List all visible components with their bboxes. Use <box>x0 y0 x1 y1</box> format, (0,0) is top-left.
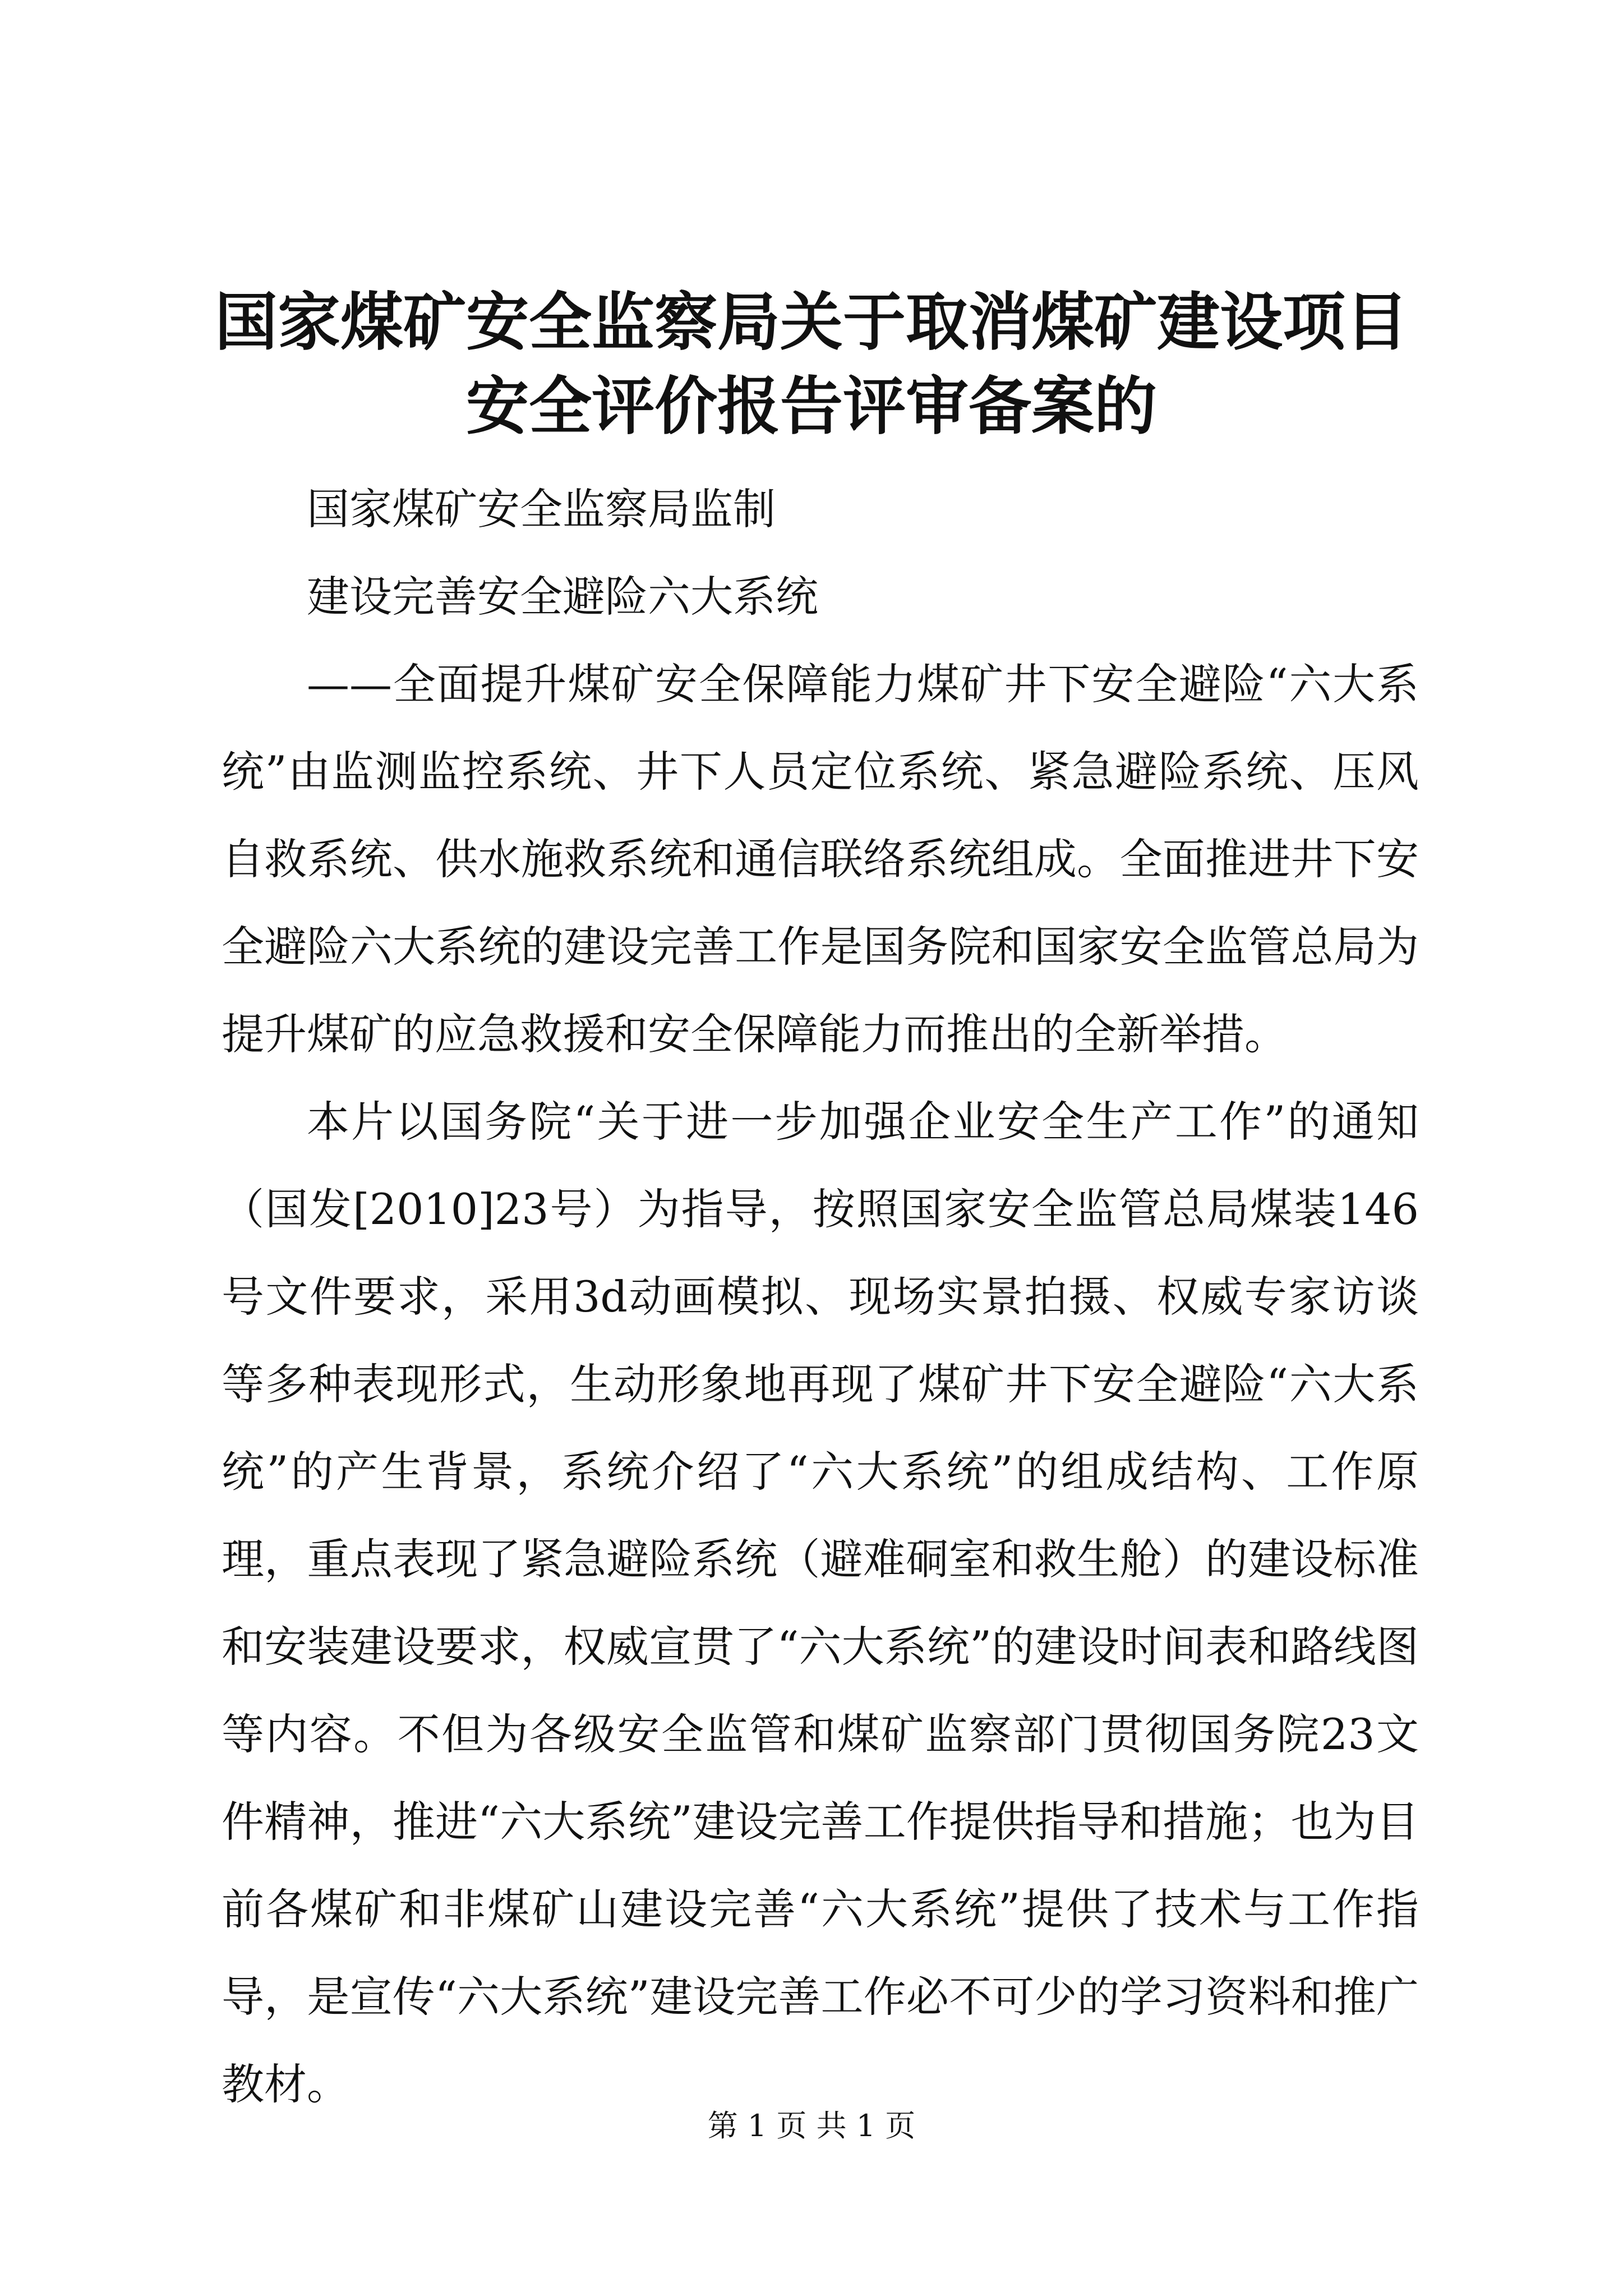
paragraph-intro: ——全面提升煤矿安全保障能力煤矿井下安全避险“六大系统”由监测监控系统、井下人员定位系统、紧急避险系统、压风自救系统、供水施救系统和通信联络系统组成。全面推进井下安全避险六大系统的建设完善工作是国务院和国家安全监管总局为提升煤矿的应急救援和安全保障能力而推出的全新举措。 <box>222 659 1419 1059</box>
page-footer: 第 1 页 共 1 页 <box>707 2108 916 2143</box>
document-body <box>222 466 1419 2128</box>
paragraph-main: 本片以国务院“关于进一步加强企业安全生产工作”的通知（国发[2010]23号）为指导，按照国家安全监管总局煤装146号文件要求，采用3d动画模拟、现场实景拍摄、权威专家访谈等多种表现形式，生动形象地再现了煤矿井下安全避险“六大系统”的产生背景，系统介绍了“六大系统”的组成结构、工作原理，重点表现了紧急避险系统（避难硐室和救生舱）的建设标准和安装建设要求，权威宣贯了“六大系统”的建设时间表和路线图等内容。不但为各级安全监管和煤矿监察部门贯彻国务院23文件精神，推进“六大系统”建设完善工作提供指导和措施；也为目前各煤矿和非煤矿山建设完善“六大系统”提供了技术与工作指导，是宣传“六大系统”建设完善工作必不可少的学习资料和推广教材。 <box>222 1097 1419 2109</box>
document-title: 国家煤矿安全监察局关于取消煤矿建设项目安全评价报告评审备案的 <box>215 286 1408 443</box>
paragraph-subtitle: 建设完善安全避险六大系统 <box>307 572 818 622</box>
paragraph-issuer: 国家煤矿安全监察局监制 <box>307 484 776 534</box>
